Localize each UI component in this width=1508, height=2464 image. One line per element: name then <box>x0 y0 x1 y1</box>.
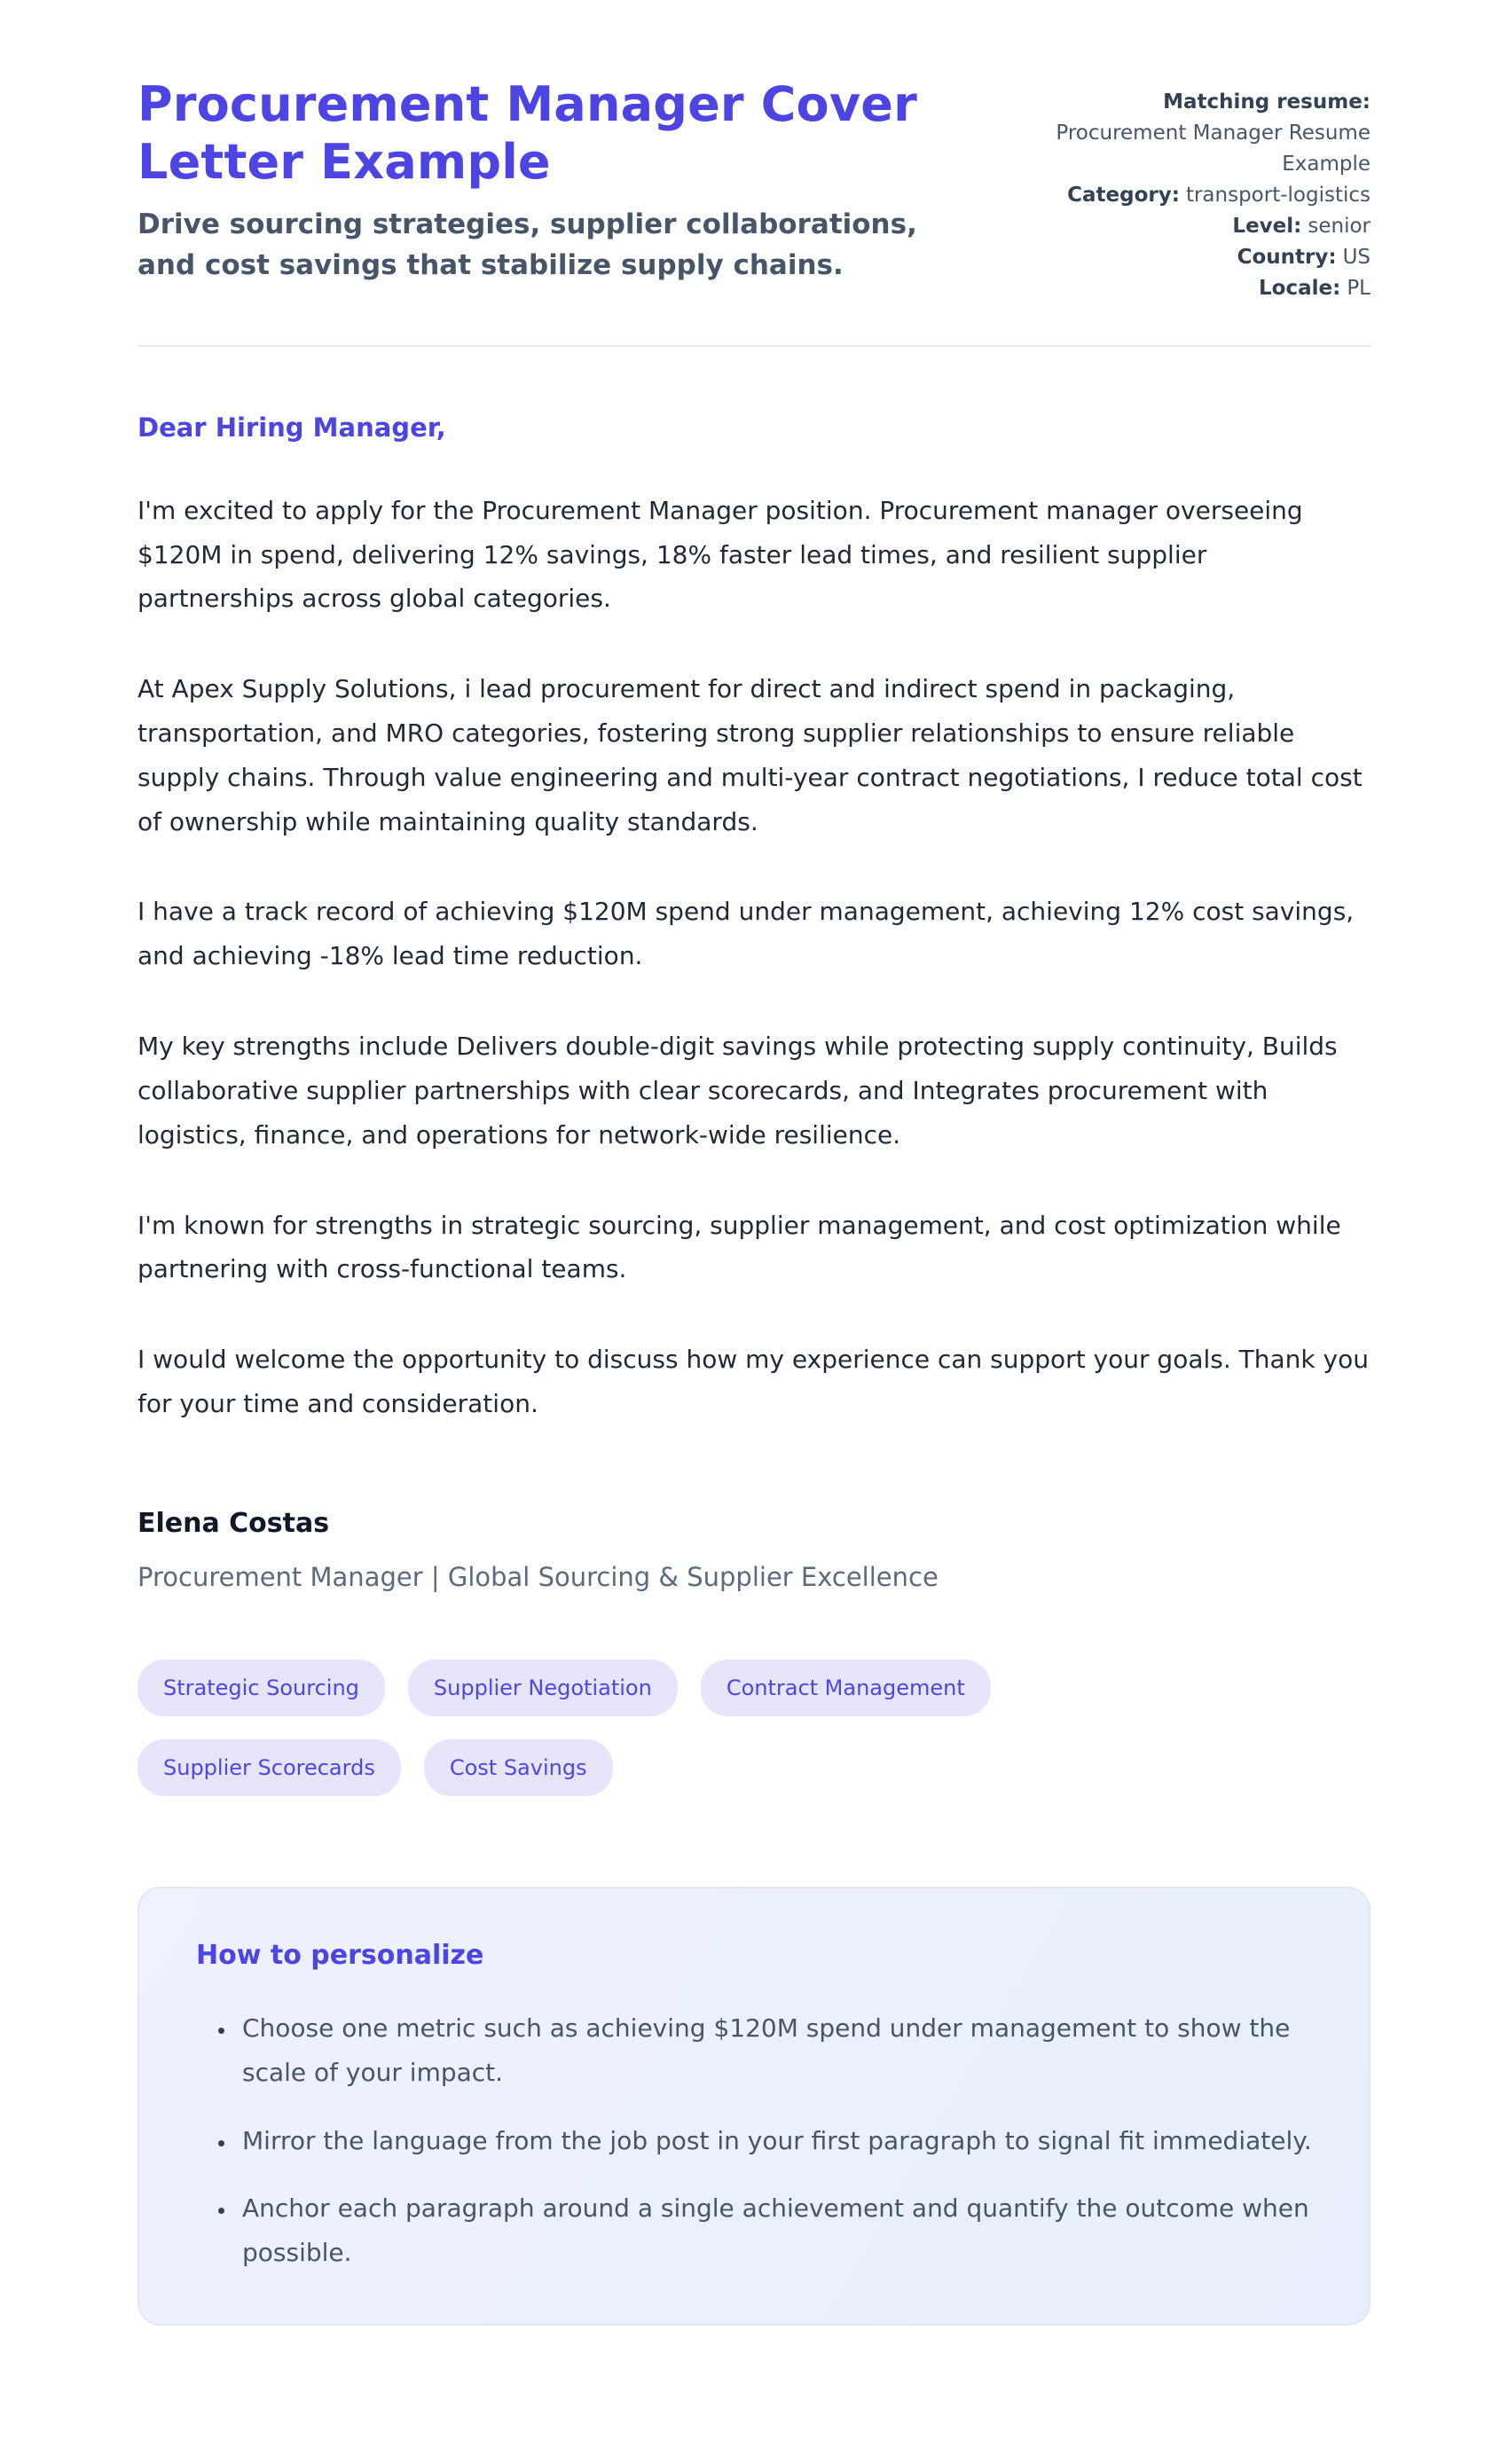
page-subtitle: Drive sourcing strategies, supplier collaborations, and cost savings that stabilize supply chains. <box>137 208 917 282</box>
tag-supplier-negotiation: Supplier Negotiation <box>408 1660 678 1716</box>
tips-list <box>196 2006 1312 2276</box>
letter-paragraph-3: I have a track record of achieving $120M spend under management, achieving 12% cost savings, and achieving -18% lead time reduction. <box>137 897 1355 971</box>
how-to-personalize-card <box>137 1887 1371 2326</box>
tag-cost-savings: Cost Savings <box>424 1739 613 1796</box>
level-label: Level: <box>1232 214 1302 238</box>
tag-contract-management: Contract Management <box>701 1660 991 1716</box>
locale-label: Locale: <box>1259 276 1341 300</box>
signature-role: Procurement Manager | Global Sourcing & Supplier Excellence <box>137 1561 939 1592</box>
matching-resume-value: Procurement Manager Resume Example <box>1056 121 1371 176</box>
letter-paragraph-4: My key strengths include Delivers double-digit savings while protecting supply continuity, Builds collaborative supplier partnerships with clear scorecards, and Integrates procurement with logistics, finance, and operations for network-wide resilience. <box>137 1032 1338 1150</box>
tip-item-1: • Choose one metric such as achieving $120M spend under management to show the scale of your impact. <box>237 2006 1312 2096</box>
title-block <box>137 76 940 286</box>
letter-paragraph-5: I'm known for strengths in strategic sourcing, supplier management, and cost optimization while partnering with cross-functional teams. <box>137 1210 1341 1284</box>
signature-name: Elena Costas <box>137 1507 330 1539</box>
tips-title: How to personalize <box>196 1939 484 1971</box>
country-label: Country: <box>1237 245 1337 269</box>
category-value: transport-logistics <box>1185 183 1371 207</box>
tag-supplier-scorecards: Supplier Scorecards <box>137 1739 401 1796</box>
header <box>137 76 1371 304</box>
header-divider <box>137 345 1371 347</box>
tag-strategic-sourcing: Strategic Sourcing <box>137 1660 385 1716</box>
locale-value: PL <box>1347 276 1371 300</box>
tip-item-3: • Anchor each paragraph around a single achievement and quantify the outcome when possible. <box>237 2186 1312 2276</box>
letter-paragraph-1: I'm excited to apply for the Procurement Manager position. Procurement manager overseeing $120M in spend, delivering 12% savings, 18% faster lead times, and resilient supplier partnerships across global categories. <box>137 495 1303 614</box>
resume-meta <box>976 76 1371 304</box>
letter-paragraph-6: I would welcome the opportunity to discuss how my experience can support your goals. Thank you for your time and consideration. <box>137 1345 1369 1419</box>
cover-letter-body <box>137 412 1371 1592</box>
meta-category <box>976 180 1371 211</box>
category-label: Category: <box>1067 183 1180 207</box>
greeting: Dear Hiring Manager, <box>137 412 446 443</box>
letter-paragraph-2: At Apex Supply Solutions, i lead procurement for direct and indirect spend in packaging, transportation, and MRO categories, fostering strong supplier relationships to ensure reliable supply chains. Through value engineering and multi-year contract negotiations, I reduce total cost of ownership while maintaining quality standards. <box>137 674 1363 836</box>
meta-level <box>976 211 1371 242</box>
meta-locale <box>976 273 1371 304</box>
country-value: US <box>1342 245 1371 269</box>
matching-resume-label: Matching resume: <box>1163 90 1371 114</box>
tip-item-2: • Mirror the language from the job post in your first paragraph to signal fit immediately. <box>237 2119 1312 2163</box>
meta-country <box>976 242 1371 273</box>
skill-tag-list <box>137 1660 1237 1796</box>
level-value: senior <box>1308 214 1371 238</box>
page-title: Procurement Manager Cover Letter Example <box>137 76 917 190</box>
